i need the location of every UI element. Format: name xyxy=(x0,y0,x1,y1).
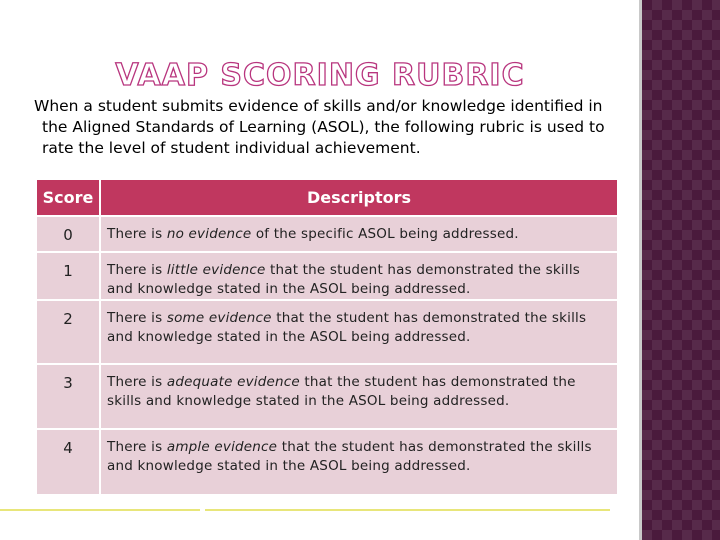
descriptor-cell xyxy=(100,252,617,300)
descriptor-text: that the student has demonstrated the skills xyxy=(265,262,581,278)
bottom-divider-right xyxy=(205,509,610,511)
descriptor-cell xyxy=(100,216,617,252)
score-cell: 4 xyxy=(37,429,100,494)
descriptor-text: and knowledge stated in the ASOL being addressed. xyxy=(107,458,471,474)
descriptor-text: that the student has demonstrated the skills xyxy=(277,439,592,455)
descriptor-cell xyxy=(100,364,617,429)
evidence-level: ample evidence xyxy=(166,439,278,455)
descriptor-text: that the student has demonstrated the xyxy=(299,374,576,390)
descriptor-text: and knowledge stated in the ASOL being addressed. xyxy=(107,281,471,297)
table-row xyxy=(37,364,617,429)
score-cell: 3 xyxy=(37,364,100,429)
bottom-divider-left xyxy=(0,509,200,511)
intro-line-3: rate the level of student individual achievement. xyxy=(42,139,421,157)
intro-paragraph xyxy=(34,96,634,159)
score-column-header: Score xyxy=(37,180,100,216)
intro-line-1: When a student submits evidence of skills and/or knowledge identified in xyxy=(34,97,603,115)
descriptor-text: and knowledge stated in the ASOL being addressed. xyxy=(107,329,471,345)
descriptor-text: There is xyxy=(107,374,167,390)
slide-title: VAAP SCORING RUBRIC xyxy=(115,58,525,93)
table-row xyxy=(37,429,617,494)
intro-line-2: the Aligned Standards of Learning (ASOL), the following rubric is used to xyxy=(42,118,605,136)
descriptor-text: of the specific ASOL being addressed. xyxy=(251,226,519,242)
descriptor-text: There is xyxy=(107,262,167,278)
table-row xyxy=(37,252,617,300)
evidence-level: some evidence xyxy=(166,310,272,326)
evidence-level: adequate evidence xyxy=(166,374,300,390)
score-cell: 1 xyxy=(37,252,100,300)
descriptor-cell xyxy=(100,429,617,494)
descriptor-text: that the student has demonstrated the skills xyxy=(271,310,587,326)
descriptor-text: There is xyxy=(107,310,167,326)
descriptor-text: There is xyxy=(107,226,167,242)
evidence-level: no evidence xyxy=(166,226,252,242)
table-header-row xyxy=(37,180,617,216)
score-cell: 0 xyxy=(37,216,100,252)
descriptors-column-header: Descriptors xyxy=(100,180,617,216)
table-row xyxy=(37,300,617,364)
scoring-rubric-table xyxy=(37,180,617,494)
evidence-level: little evidence xyxy=(166,262,266,278)
decorative-side-panel xyxy=(642,0,720,540)
table-row xyxy=(37,216,617,252)
descriptor-text: skills and knowledge stated in the ASOL being addressed. xyxy=(107,393,510,409)
score-cell: 2 xyxy=(37,300,100,364)
descriptor-cell xyxy=(100,300,617,364)
descriptor-text: There is xyxy=(107,439,167,455)
